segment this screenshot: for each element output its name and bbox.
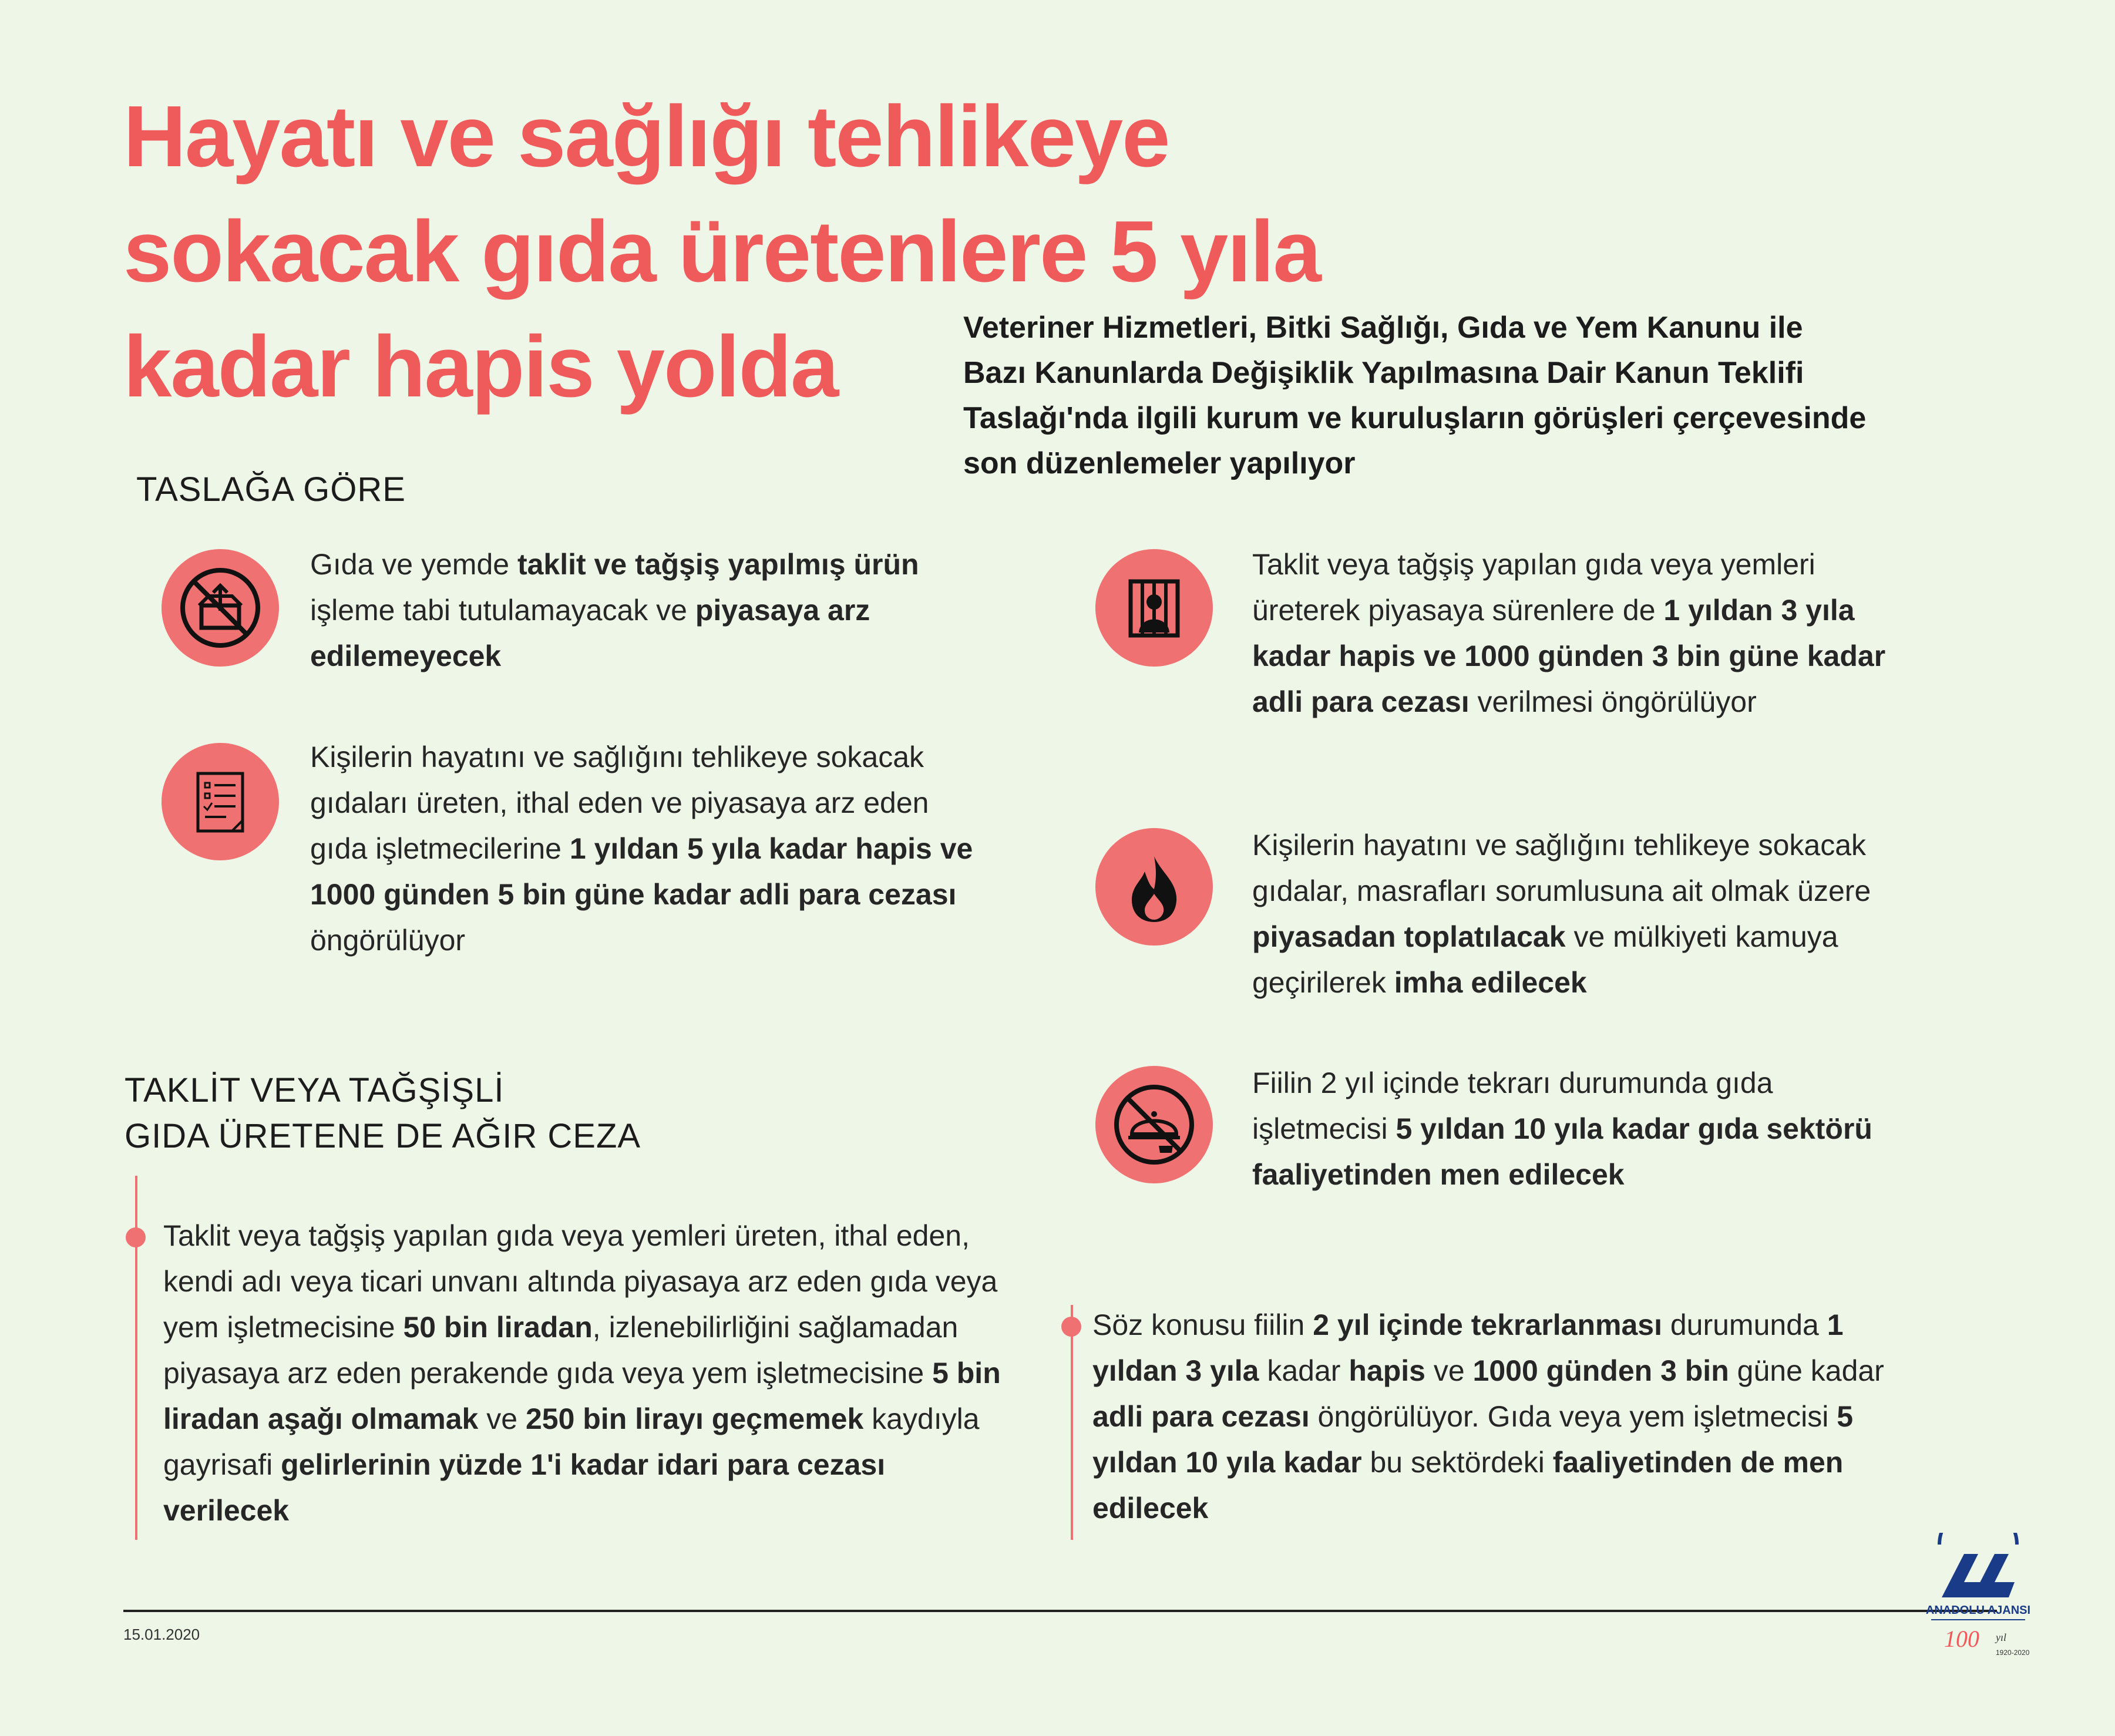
publish-date: 15.01.2020 bbox=[123, 1626, 200, 1643]
bullet-bold-text: 1 yıldan 3 yıla bbox=[1092, 1308, 1844, 1387]
item-text: öngörülüyor bbox=[310, 924, 466, 957]
bullet-text: bu sektördeki bbox=[1361, 1446, 1553, 1479]
item-text: ve mülkiyeti kamuya geçirilerek bbox=[1252, 920, 1838, 999]
section-heading-agir-ceza bbox=[125, 1068, 641, 1159]
heading-line-1: TAKLİT VEYA TAĞŞİŞLİ bbox=[125, 1071, 505, 1109]
heading-line-2: GIDA ÜRETENE DE AĞIR CEZA bbox=[125, 1117, 641, 1155]
fire-icon bbox=[1095, 828, 1213, 946]
bullet-bold-text: faaliyetinden de men edilecek bbox=[1092, 1446, 1844, 1525]
item-text: Taklit veya tağşiş yapılan gıda veya yemleri üreterek piyasaya sürenlere de bbox=[1252, 548, 1815, 627]
footer-rule bbox=[123, 1610, 1997, 1612]
subtitle bbox=[963, 305, 2009, 486]
section-heading-taslaga-gore: TASLAĞA GÖRE bbox=[136, 470, 406, 509]
bullet-text: öngörülüyor. Gıda veya yem işletmecisi bbox=[1309, 1400, 1837, 1433]
bullet-text: durumunda bbox=[1662, 1308, 1827, 1341]
bullet-bold-text: 250 bin lirayı geçmemek bbox=[525, 1402, 864, 1435]
bullet-bold-text: adli para cezası bbox=[1092, 1400, 1310, 1433]
bullet-text: , izlenebilirliğini sağlamadan piyasaya arz eden perakende gıda veya yem işletmecisine bbox=[163, 1311, 959, 1390]
subtitle-line-4: son düzenlemeler yapılıyor bbox=[963, 446, 1356, 480]
item-bold-text: taklit ve tağşiş yapılmış ürün bbox=[517, 548, 919, 581]
document-checklist-icon bbox=[162, 743, 279, 860]
subtitle-line-2: Bazı Kanunlarda Değişiklik Yapılmasına Dair Kanun Teklifi bbox=[963, 356, 1804, 390]
prohibited-food-tray-icon bbox=[1095, 1066, 1213, 1183]
bullet-text: ve bbox=[478, 1402, 526, 1435]
bullet-bold-text: 5 yıldan 10 yıla kadar bbox=[1092, 1400, 1854, 1479]
bullet-text: Taklit veya tağşiş yapılan gıda veya yemleri üreten, ithal eden, kendi adı veya ticari unvanı altında piyasaya arz eden gıda veya yem işletmecisine bbox=[163, 1219, 998, 1344]
bullet-bold-text: 2 yıl içinde tekrarlanması bbox=[1313, 1308, 1662, 1341]
item-taklit-urun bbox=[310, 541, 974, 679]
item-bold-text: piyasadan toplatılacak bbox=[1252, 920, 1566, 953]
logo-anniversary: 100 bbox=[1944, 1626, 1979, 1652]
bullet-bold-text: 1000 günden 3 bin bbox=[1472, 1354, 1729, 1387]
item-hapis-5-yil bbox=[310, 734, 974, 963]
bullet-bold-text: hapis bbox=[1349, 1354, 1425, 1387]
subtitle-line-3: Taslağı'nda ilgili kurum ve kuruluşların görüşleri çerçevesinde bbox=[963, 401, 1867, 435]
item-text: Kişilerin hayatını ve sağlığını tehlikeye sokacak gıdaları üreten, ithal eden ve piyasaya arz eden gıda işletmecilerine bbox=[310, 741, 929, 865]
prohibited-box-icon bbox=[162, 549, 279, 667]
bullet-text: kadar bbox=[1259, 1354, 1349, 1387]
item-imha bbox=[1252, 822, 1910, 1005]
bullet-bold-text: 50 bin liradan bbox=[403, 1311, 593, 1344]
title-line-1: Hayatı ve sağlığı tehlikeye bbox=[123, 88, 1169, 185]
bullet-idari-para-cezasi bbox=[163, 1213, 1009, 1533]
bullet-dot bbox=[126, 1227, 146, 1247]
bullet-bold-text: gelirlerinin yüzde 1'i kadar idari para cezası verilecek bbox=[163, 1448, 886, 1527]
title-line-3: kadar hapis yolda bbox=[123, 318, 838, 415]
item-text: Fiilin 2 yıl içinde tekrarı durumunda gıda işletmecisi bbox=[1252, 1067, 1773, 1145]
logo-icon bbox=[1908, 1533, 2049, 1674]
bullet-text: Söz konusu fiilin bbox=[1092, 1308, 1313, 1341]
logo-anniversary-word: yıl bbox=[1996, 1631, 2006, 1643]
item-men-edilecek bbox=[1252, 1060, 1910, 1197]
item-bold-text: 1 yıldan 3 yıla kadar hapis ve 1000 günden 3 bin güne kadar adli para cezası bbox=[1252, 594, 1886, 718]
item-hapis-3-yil bbox=[1252, 541, 1910, 725]
bullet-text: ve bbox=[1425, 1354, 1473, 1387]
item-text: verilmesi öngörülüyor bbox=[1469, 685, 1757, 718]
item-bold-text: 1 yıldan 5 yıla kadar hapis ve 1000 günden 5 bin güne kadar adli para cezası bbox=[310, 832, 973, 911]
bullet-tekrar-durumu bbox=[1092, 1302, 1926, 1531]
anadolu-ajansi-logo bbox=[1908, 1533, 2049, 1674]
item-bold-text: imha edilecek bbox=[1394, 966, 1587, 999]
prisoner-bars-icon bbox=[1095, 549, 1213, 667]
bullet-dot bbox=[1061, 1317, 1081, 1337]
subtitle-line-1: Veteriner Hizmetleri, Bitki Sağlığı, Gıda ve Yem Kanunu ile bbox=[963, 311, 1803, 345]
item-bold-text: 5 yıldan 10 yıla kadar gıda sektörü faaliyetinden men edilecek bbox=[1252, 1112, 1872, 1191]
bullet-text: kaydıyla gayrisafi bbox=[163, 1402, 980, 1481]
bullet-text: güne kadar bbox=[1729, 1354, 1884, 1387]
item-text: Gıda ve yemde bbox=[310, 548, 517, 581]
accent-line bbox=[1071, 1305, 1073, 1540]
item-bold-text: piyasaya arz edilemeyecek bbox=[310, 594, 870, 672]
title-line-2: sokacak gıda üretenlere 5 yıla bbox=[123, 203, 1320, 300]
logo-years: 1920-2020 bbox=[1996, 1648, 2030, 1657]
bullet-bold-text: 5 bin liradan aşağı olmamak bbox=[163, 1357, 1001, 1435]
item-text: Kişilerin hayatını ve sağlığını tehlikeye sokacak gıdalar, masrafları sorumlusuna ait olmak üzere bbox=[1252, 829, 1871, 907]
item-text: işleme tabi tutulamayacak ve bbox=[310, 594, 695, 627]
logo-name: ANADOLU AJANSI bbox=[1925, 1604, 2031, 1617]
